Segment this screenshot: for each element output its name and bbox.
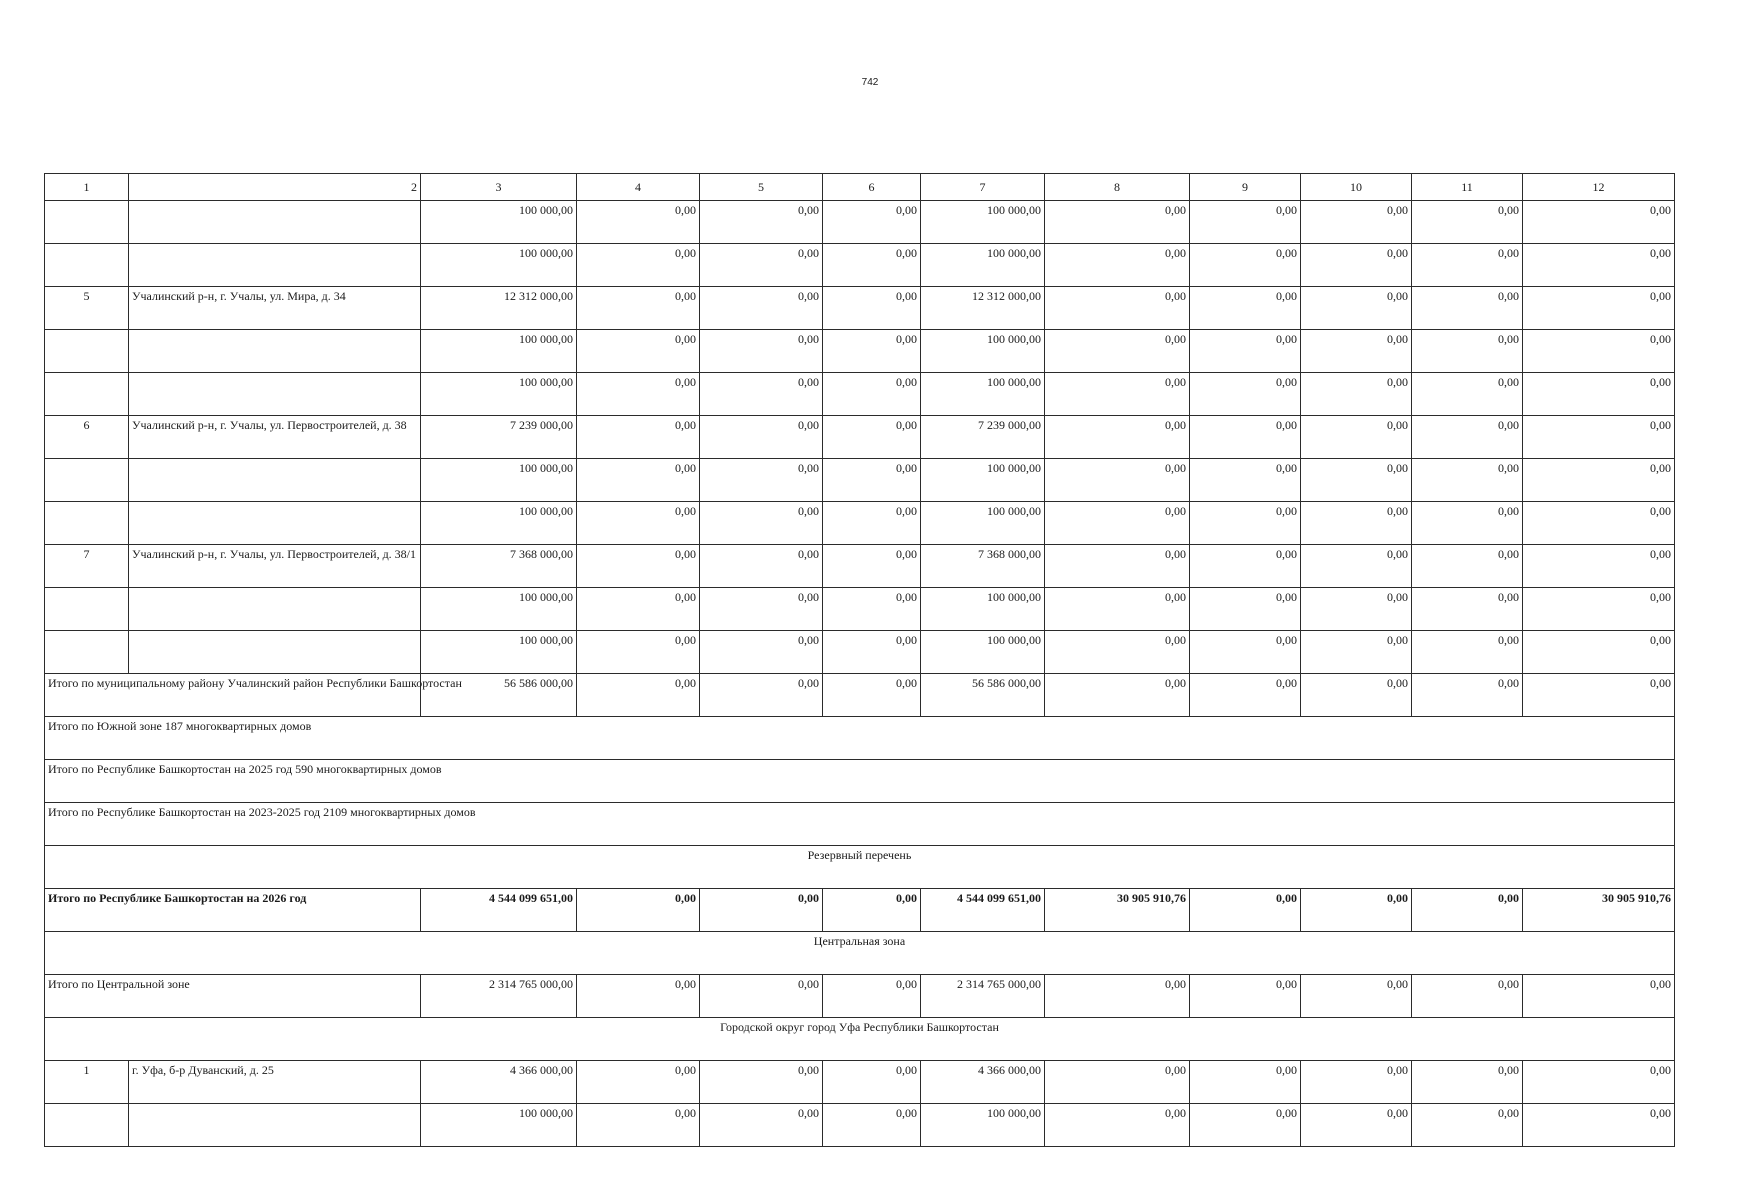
- value-cell: 100 000,00: [421, 631, 577, 674]
- value-cell: 0,00: [577, 502, 700, 545]
- col-header: 12: [1523, 174, 1675, 201]
- value-cell: 100 000,00: [421, 1104, 577, 1147]
- value-cell: 0,00: [823, 889, 921, 932]
- row-index: 5: [45, 287, 129, 330]
- value-cell: 100 000,00: [421, 459, 577, 502]
- value-cell: 0,00: [1190, 330, 1301, 373]
- table-row: [45, 244, 1675, 287]
- value-cell: 0,00: [1412, 674, 1523, 717]
- value-cell: 100 000,00: [921, 330, 1045, 373]
- value-cell: 0,00: [1523, 373, 1675, 416]
- row-index: [45, 502, 129, 545]
- value-cell: 0,00: [1301, 416, 1412, 459]
- value-cell: 100 000,00: [921, 459, 1045, 502]
- value-cell: 0,00: [577, 588, 700, 631]
- value-cell: 0,00: [700, 287, 823, 330]
- value-cell: 30 905 910,76: [1045, 889, 1190, 932]
- value-cell: 0,00: [1523, 416, 1675, 459]
- value-cell: 0,00: [1190, 975, 1301, 1018]
- address-cell: г. Уфа, б-р Дуванский, д. 25: [129, 1061, 421, 1104]
- value-cell: 0,00: [1301, 631, 1412, 674]
- summary-text: Итого по Республике Башкортостан на 2025 год 590 многоквартирных домов: [45, 760, 1675, 803]
- value-cell: 0,00: [1190, 459, 1301, 502]
- value-cell: 0,00: [700, 975, 823, 1018]
- value-cell: 0,00: [1412, 201, 1523, 244]
- section-heading: Центральная зона: [45, 932, 1675, 975]
- value-cell: 0,00: [577, 631, 700, 674]
- col-header: 10: [1301, 174, 1412, 201]
- value-cell: 0,00: [823, 373, 921, 416]
- section-row: [45, 846, 1675, 889]
- total-label: Итого по муниципальному району Учалинский район Республики Башкортостан: [45, 674, 421, 717]
- value-cell: 0,00: [700, 244, 823, 287]
- total-row: [45, 975, 1675, 1018]
- value-cell: 0,00: [1190, 201, 1301, 244]
- value-cell: 0,00: [1045, 674, 1190, 717]
- row-index: [45, 330, 129, 373]
- value-cell: 0,00: [700, 416, 823, 459]
- value-cell: 0,00: [577, 1104, 700, 1147]
- total-row: [45, 889, 1675, 932]
- value-cell: 0,00: [1190, 1061, 1301, 1104]
- value-cell: 0,00: [1190, 416, 1301, 459]
- table-row: [45, 1104, 1675, 1147]
- value-cell: 0,00: [577, 416, 700, 459]
- value-cell: 0,00: [1523, 674, 1675, 717]
- address-cell: [129, 201, 421, 244]
- value-cell: 0,00: [1412, 545, 1523, 588]
- value-cell: 0,00: [1045, 1061, 1190, 1104]
- value-cell: 0,00: [1301, 889, 1412, 932]
- value-cell: 0,00: [1523, 631, 1675, 674]
- value-cell: 7 368 000,00: [421, 545, 577, 588]
- row-index: [45, 1104, 129, 1147]
- row-index: [45, 588, 129, 631]
- value-cell: 0,00: [1523, 502, 1675, 545]
- address-cell: [129, 631, 421, 674]
- value-cell: 0,00: [1301, 201, 1412, 244]
- value-cell: 100 000,00: [921, 1104, 1045, 1147]
- value-cell: 0,00: [577, 330, 700, 373]
- value-cell: 0,00: [1190, 889, 1301, 932]
- value-cell: 0,00: [1301, 1104, 1412, 1147]
- value-cell: 0,00: [1045, 588, 1190, 631]
- value-cell: 0,00: [577, 459, 700, 502]
- value-cell: 0,00: [1412, 287, 1523, 330]
- value-cell: 0,00: [1045, 1104, 1190, 1147]
- value-cell: 0,00: [1412, 330, 1523, 373]
- value-cell: 0,00: [1412, 416, 1523, 459]
- address-cell: [129, 244, 421, 287]
- total-row: [45, 674, 1675, 717]
- address-cell: [129, 588, 421, 631]
- value-cell: 12 312 000,00: [421, 287, 577, 330]
- section-row: [45, 932, 1675, 975]
- section-heading: Резервный перечень: [45, 846, 1675, 889]
- value-cell: 0,00: [1523, 1061, 1675, 1104]
- value-cell: 100 000,00: [421, 201, 577, 244]
- row-index: [45, 201, 129, 244]
- col-header: 8: [1045, 174, 1190, 201]
- value-cell: 0,00: [823, 1104, 921, 1147]
- value-cell: 100 000,00: [921, 201, 1045, 244]
- value-cell: 56 586 000,00: [421, 674, 577, 717]
- value-cell: 0,00: [1412, 889, 1523, 932]
- value-cell: 0,00: [1045, 459, 1190, 502]
- value-cell: 0,00: [1523, 459, 1675, 502]
- value-cell: 0,00: [700, 545, 823, 588]
- value-cell: 0,00: [700, 1061, 823, 1104]
- value-cell: 0,00: [1045, 373, 1190, 416]
- value-cell: 0,00: [700, 588, 823, 631]
- row-index: [45, 373, 129, 416]
- address-cell: Учалинский р-н, г. Учалы, ул. Первостроителей, д. 38/1: [129, 545, 421, 588]
- value-cell: 0,00: [1301, 330, 1412, 373]
- value-cell: 0,00: [700, 631, 823, 674]
- address-cell: Учалинский р-н, г. Учалы, ул. Мира, д. 34: [129, 287, 421, 330]
- value-cell: 0,00: [1190, 1104, 1301, 1147]
- value-cell: 0,00: [577, 889, 700, 932]
- value-cell: 0,00: [1301, 1061, 1412, 1104]
- table-row: [45, 330, 1675, 373]
- value-cell: 0,00: [1045, 975, 1190, 1018]
- value-cell: 0,00: [1412, 244, 1523, 287]
- value-cell: 0,00: [1523, 588, 1675, 631]
- value-cell: 0,00: [823, 330, 921, 373]
- value-cell: 0,00: [700, 330, 823, 373]
- address-cell: Учалинский р-н, г. Учалы, ул. Первостроителей, д. 38: [129, 416, 421, 459]
- value-cell: 0,00: [577, 373, 700, 416]
- value-cell: 0,00: [1523, 287, 1675, 330]
- value-cell: 4 366 000,00: [421, 1061, 577, 1104]
- table-row: [45, 588, 1675, 631]
- row-index: 1: [45, 1061, 129, 1104]
- value-cell: 0,00: [1190, 588, 1301, 631]
- value-cell: 0,00: [1412, 1104, 1523, 1147]
- table-row: [45, 1061, 1675, 1104]
- value-cell: 100 000,00: [921, 631, 1045, 674]
- value-cell: 100 000,00: [421, 330, 577, 373]
- value-cell: 7 239 000,00: [921, 416, 1045, 459]
- total-label: Итого по Республике Башкортостан на 2026 год: [45, 889, 421, 932]
- row-index: [45, 459, 129, 502]
- value-cell: 0,00: [823, 459, 921, 502]
- value-cell: 0,00: [577, 545, 700, 588]
- value-cell: 0,00: [823, 545, 921, 588]
- value-cell: 0,00: [823, 674, 921, 717]
- value-cell: 0,00: [1412, 1061, 1523, 1104]
- value-cell: 0,00: [1301, 244, 1412, 287]
- row-index: [45, 631, 129, 674]
- value-cell: 0,00: [1301, 674, 1412, 717]
- value-cell: 0,00: [823, 1061, 921, 1104]
- value-cell: 2 314 765 000,00: [921, 975, 1045, 1018]
- value-cell: 0,00: [1523, 244, 1675, 287]
- value-cell: 0,00: [1190, 373, 1301, 416]
- value-cell: 100 000,00: [921, 588, 1045, 631]
- column-number-row: [45, 174, 1675, 201]
- address-cell: [129, 1104, 421, 1147]
- value-cell: 0,00: [1523, 201, 1675, 244]
- value-cell: 0,00: [700, 889, 823, 932]
- value-cell: 100 000,00: [921, 502, 1045, 545]
- address-cell: [129, 502, 421, 545]
- value-cell: 0,00: [700, 459, 823, 502]
- value-cell: 0,00: [1412, 631, 1523, 674]
- value-cell: 30 905 910,76: [1523, 889, 1675, 932]
- value-cell: 0,00: [1190, 287, 1301, 330]
- table-row: [45, 416, 1675, 459]
- address-cell: [129, 330, 421, 373]
- value-cell: 0,00: [1045, 244, 1190, 287]
- total-label: Итого по Центральной зоне: [45, 975, 421, 1018]
- value-cell: 0,00: [823, 631, 921, 674]
- col-header: 2: [129, 174, 421, 201]
- value-cell: 0,00: [823, 502, 921, 545]
- page-number: 742: [861, 77, 879, 88]
- budget-table: [44, 173, 1675, 1147]
- table-row: [45, 459, 1675, 502]
- value-cell: 0,00: [700, 1104, 823, 1147]
- value-cell: 0,00: [1412, 502, 1523, 545]
- value-cell: 7 368 000,00: [921, 545, 1045, 588]
- row-index: 6: [45, 416, 129, 459]
- summary-text: Итого по Южной зоне 187 многоквартирных домов: [45, 717, 1675, 760]
- value-cell: 0,00: [1412, 459, 1523, 502]
- value-cell: 0,00: [823, 201, 921, 244]
- value-cell: 0,00: [1523, 1104, 1675, 1147]
- value-cell: 0,00: [577, 674, 700, 717]
- address-cell: [129, 373, 421, 416]
- value-cell: 0,00: [1301, 975, 1412, 1018]
- col-header: 6: [823, 174, 921, 201]
- value-cell: 0,00: [1045, 416, 1190, 459]
- col-header: 11: [1412, 174, 1523, 201]
- value-cell: 0,00: [700, 201, 823, 244]
- value-cell: 100 000,00: [421, 244, 577, 287]
- value-cell: 0,00: [823, 287, 921, 330]
- value-cell: 2 314 765 000,00: [421, 975, 577, 1018]
- value-cell: 0,00: [1190, 502, 1301, 545]
- table-row: [45, 373, 1675, 416]
- value-cell: 0,00: [577, 287, 700, 330]
- value-cell: 0,00: [1301, 502, 1412, 545]
- value-cell: 0,00: [700, 674, 823, 717]
- value-cell: 0,00: [1301, 588, 1412, 631]
- value-cell: 0,00: [577, 975, 700, 1018]
- value-cell: 4 366 000,00: [921, 1061, 1045, 1104]
- section-row: [45, 1018, 1675, 1061]
- value-cell: 0,00: [1301, 287, 1412, 330]
- value-cell: 0,00: [1412, 975, 1523, 1018]
- col-header: 9: [1190, 174, 1301, 201]
- table-row: [45, 545, 1675, 588]
- col-header: 3: [421, 174, 577, 201]
- col-header: 5: [700, 174, 823, 201]
- value-cell: 12 312 000,00: [921, 287, 1045, 330]
- value-cell: 100 000,00: [921, 244, 1045, 287]
- table-row: [45, 201, 1675, 244]
- value-cell: 0,00: [1301, 459, 1412, 502]
- value-cell: 56 586 000,00: [921, 674, 1045, 717]
- value-cell: 0,00: [1045, 631, 1190, 674]
- col-header: 7: [921, 174, 1045, 201]
- table-row: [45, 502, 1675, 545]
- value-cell: 0,00: [577, 244, 700, 287]
- value-cell: 0,00: [1045, 330, 1190, 373]
- value-cell: 0,00: [823, 588, 921, 631]
- value-cell: 0,00: [1045, 502, 1190, 545]
- value-cell: 4 544 099 651,00: [921, 889, 1045, 932]
- table-row: [45, 631, 1675, 674]
- value-cell: 0,00: [1412, 373, 1523, 416]
- value-cell: 4 544 099 651,00: [421, 889, 577, 932]
- value-cell: 0,00: [1190, 244, 1301, 287]
- value-cell: 7 239 000,00: [421, 416, 577, 459]
- value-cell: 0,00: [1301, 545, 1412, 588]
- value-cell: 0,00: [1045, 287, 1190, 330]
- value-cell: 0,00: [577, 201, 700, 244]
- section-heading: Городской округ город Уфа Республики Башкортостан: [45, 1018, 1675, 1061]
- value-cell: 0,00: [1523, 975, 1675, 1018]
- summary-text: Итого по Республике Башкортостан на 2023-2025 год 2109 многоквартирных домов: [45, 803, 1675, 846]
- value-cell: 100 000,00: [421, 373, 577, 416]
- col-header: 4: [577, 174, 700, 201]
- value-cell: 0,00: [1045, 201, 1190, 244]
- row-index: [45, 244, 129, 287]
- value-cell: 0,00: [1045, 545, 1190, 588]
- value-cell: 0,00: [1190, 674, 1301, 717]
- section-row: [45, 803, 1675, 846]
- value-cell: 0,00: [577, 1061, 700, 1104]
- value-cell: 0,00: [1523, 545, 1675, 588]
- value-cell: 100 000,00: [421, 502, 577, 545]
- section-row: [45, 717, 1675, 760]
- value-cell: 0,00: [1190, 631, 1301, 674]
- value-cell: 0,00: [700, 373, 823, 416]
- value-cell: 100 000,00: [421, 588, 577, 631]
- value-cell: 0,00: [1301, 373, 1412, 416]
- row-index: 7: [45, 545, 129, 588]
- address-cell: [129, 459, 421, 502]
- section-row: [45, 760, 1675, 803]
- value-cell: 0,00: [1190, 545, 1301, 588]
- value-cell: 0,00: [823, 416, 921, 459]
- table-row: [45, 287, 1675, 330]
- value-cell: 0,00: [1412, 588, 1523, 631]
- value-cell: 100 000,00: [921, 373, 1045, 416]
- value-cell: 0,00: [823, 975, 921, 1018]
- value-cell: 0,00: [1523, 330, 1675, 373]
- value-cell: 0,00: [823, 244, 921, 287]
- table-body: [45, 174, 1675, 1147]
- value-cell: 0,00: [700, 502, 823, 545]
- col-header: 1: [45, 174, 129, 201]
